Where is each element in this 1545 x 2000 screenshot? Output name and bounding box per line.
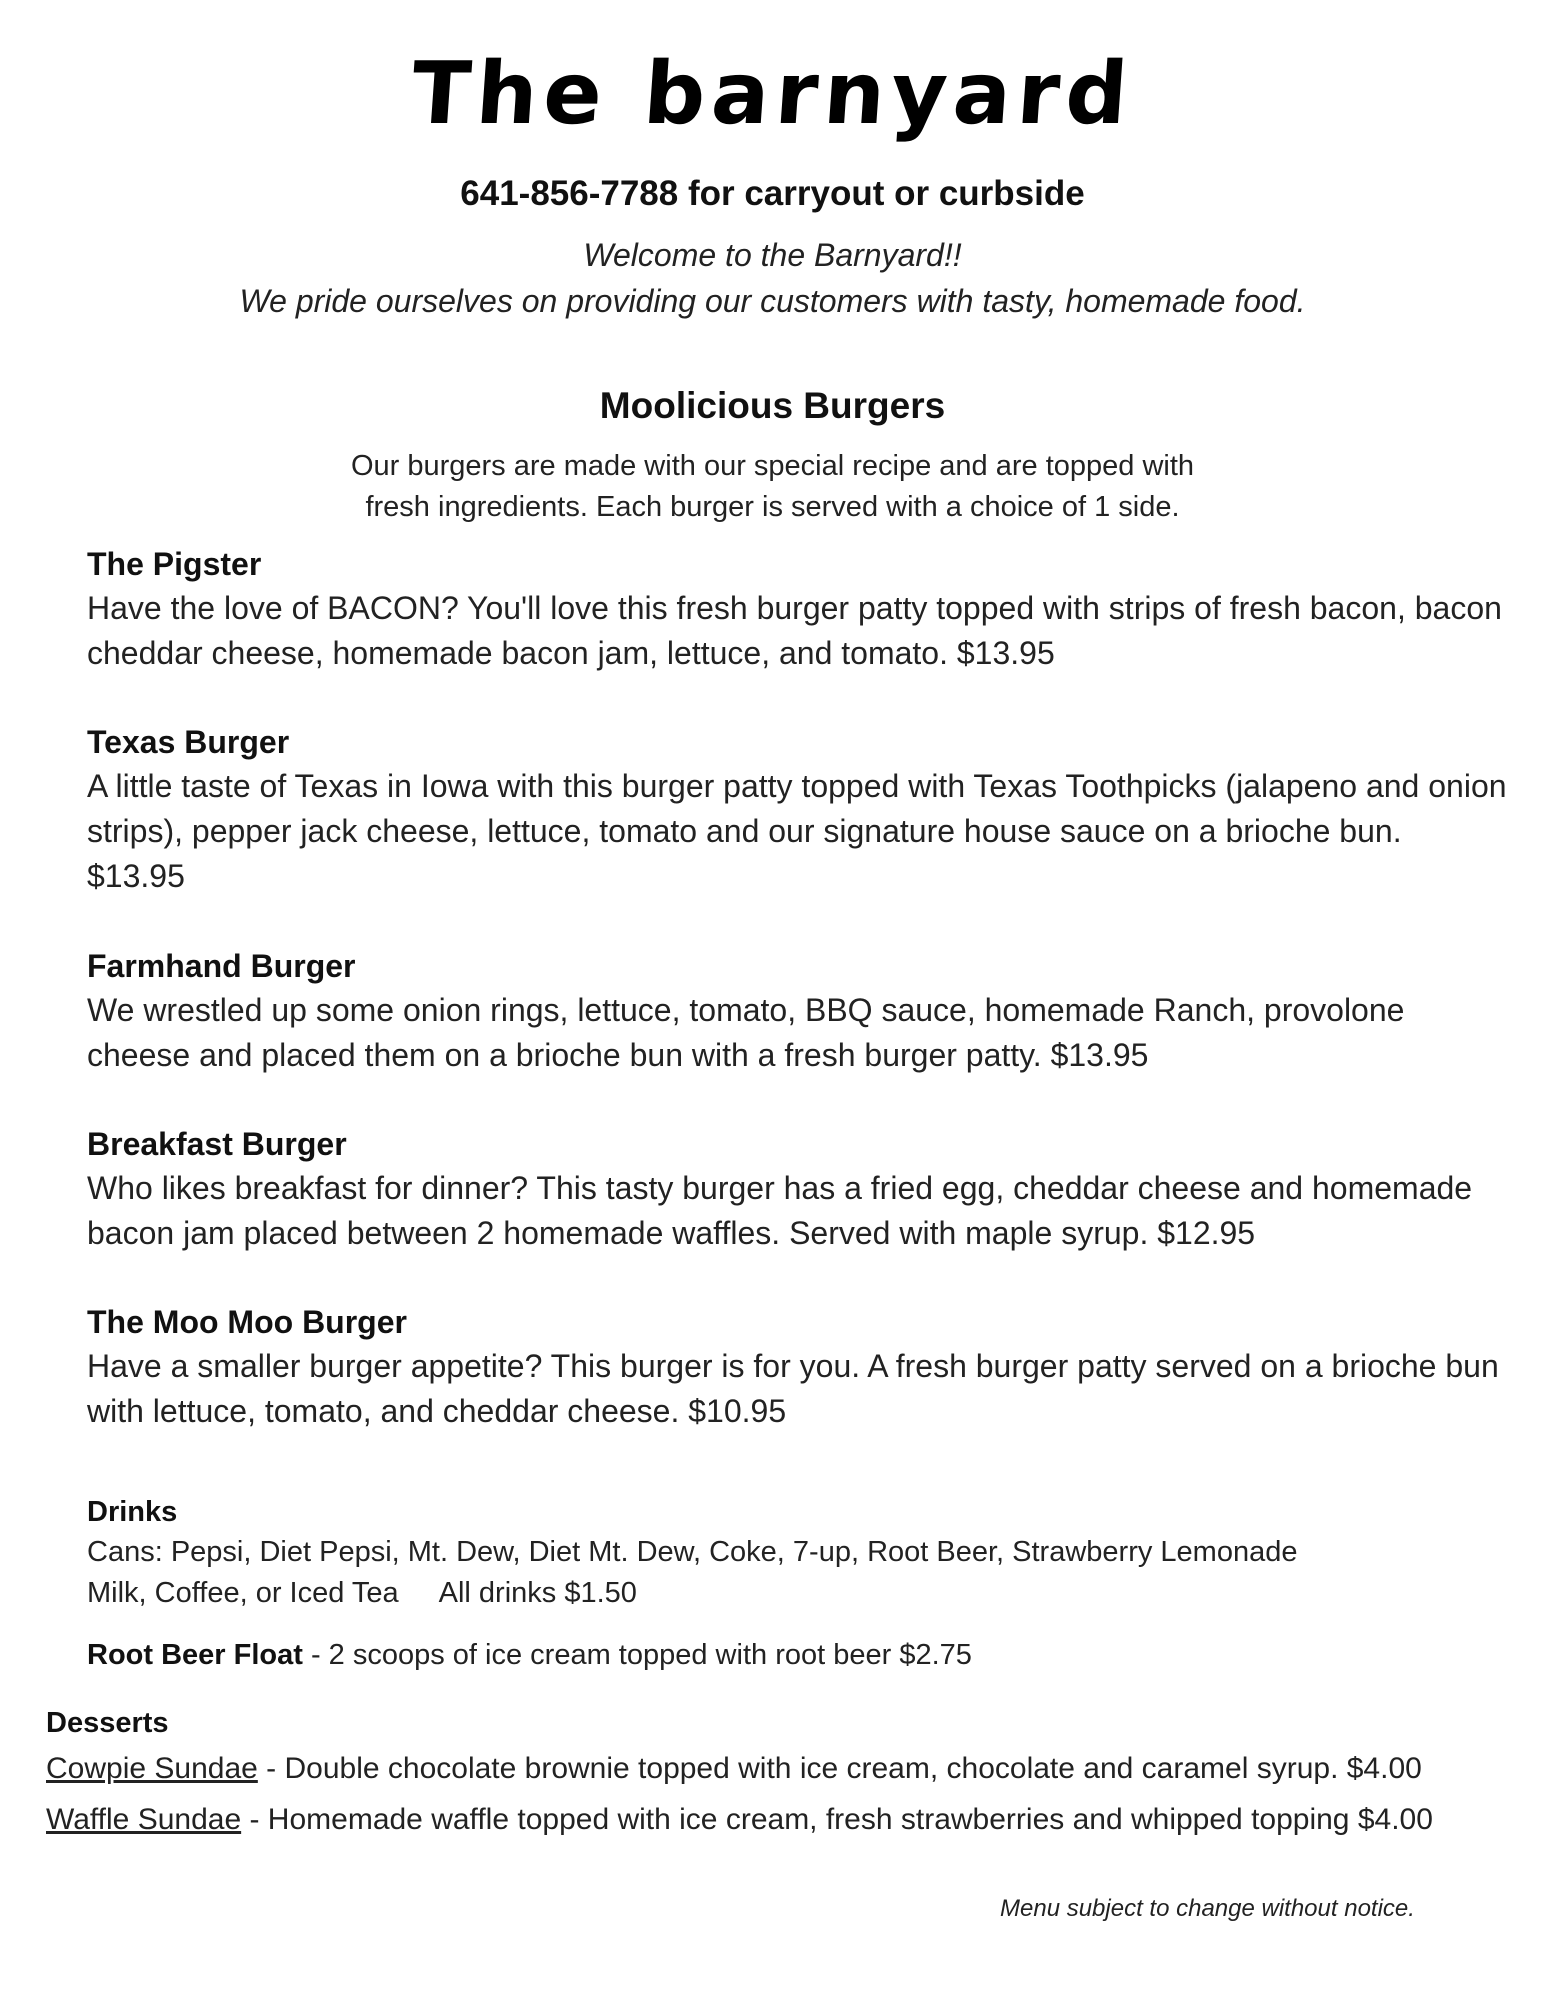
menu-item-name: Texas Burger <box>87 724 290 760</box>
dessert-item <box>46 1794 1516 1845</box>
burgers-section-description <box>0 446 1545 528</box>
menu-item <box>87 944 1507 1078</box>
welcome-message <box>0 232 1545 324</box>
desserts-section <box>46 1703 1516 1845</box>
root-beer-float-name: Root Beer Float <box>87 1639 303 1671</box>
drinks-other-line <box>87 1573 1487 1614</box>
menu-item-description: Have the love of BACON? You'll love this fresh burger patty topped with strips of fresh bacon, bacon cheddar cheese, homemade bacon jam, lettuce, and tomato. $13.95 <box>87 590 1502 671</box>
phone-number: 641-856-7788 for carryout or curbside <box>460 174 1085 213</box>
root-beer-float <box>87 1635 972 1675</box>
dessert-item <box>46 1743 1516 1794</box>
desserts-title: Desserts <box>46 1707 169 1739</box>
menu-item-description: Who likes breakfast for dinner? This tasty burger has a fried egg, cheddar cheese and homemade bacon jam placed between 2 homemade waffles. Served with maple syrup. $12.95 <box>87 1170 1473 1251</box>
burgers-desc-line-2: fresh ingredients. Each burger is served with a choice of 1 side. <box>365 491 1180 523</box>
menu-item-name: Breakfast Burger <box>87 1126 347 1162</box>
menu-item <box>87 1300 1507 1434</box>
drinks-cans: Cans: Pepsi, Diet Pepsi, Mt. Dew, Diet Mt. Dew, Coke, 7-up, Root Beer, Strawberry Lemonade <box>87 1536 1298 1568</box>
dessert-item-description: - Double chocolate brownie topped with ice cream, chocolate and caramel syrup. $4.00 <box>257 1752 1422 1785</box>
dessert-item-name: Cowpie Sundae <box>46 1752 258 1785</box>
menu-item-name: The Moo Moo Burger <box>87 1304 407 1340</box>
dessert-item-name: Waffle Sundae <box>46 1803 242 1836</box>
root-beer-float-description: - 2 scoops of ice cream topped with root beer $2.75 <box>302 1639 972 1671</box>
menu-item <box>87 542 1507 676</box>
menu-item-description: A little taste of Texas in Iowa with this burger patty topped with Texas Toothpicks (jalapeno and onion strips), pepper jack cheese, lettuce, tomato and our signature house sauce on a brioche bun. $13.95 <box>87 768 1507 894</box>
drinks-price: All drinks $1.50 <box>438 1577 637 1609</box>
menu-item <box>87 720 1507 899</box>
menu-item <box>87 1122 1507 1256</box>
dessert-item-description: - Homemade waffle topped with ice cream, fresh strawberries and whipped topping $4.00 <box>241 1803 1433 1836</box>
restaurant-title: The barnyard <box>408 44 1137 144</box>
drinks-title: Drinks <box>87 1496 178 1528</box>
menu-notice: Menu subject to change without notice. <box>1000 1895 1415 1922</box>
welcome-line-1: Welcome to the Barnyard!! <box>583 237 962 273</box>
menu-item-description: Have a smaller burger appetite? This burger is for you. A fresh burger patty served on a brioche bun with lettuce, tomato, and cheddar cheese. $10.95 <box>87 1348 1499 1429</box>
welcome-line-2: We pride ourselves on providing our customers with tasty, homemade food. <box>239 283 1306 319</box>
menu-item-description: We wrestled up some onion rings, lettuce, tomato, BBQ sauce, homemade Ranch, provolone cheese and placed them on a brioche bun with a fresh burger patty. $13.95 <box>87 992 1405 1073</box>
menu-item-name: Farmhand Burger <box>87 948 356 984</box>
drinks-section <box>87 1492 1487 1614</box>
burgers-desc-line-1: Our burgers are made with our special recipe and are topped with <box>350 450 1195 482</box>
menu-item-name: The Pigster <box>87 546 262 582</box>
drinks-other: Milk, Coffee, or Iced Tea <box>87 1577 399 1609</box>
burgers-section-title: Moolicious Burgers <box>599 385 946 426</box>
